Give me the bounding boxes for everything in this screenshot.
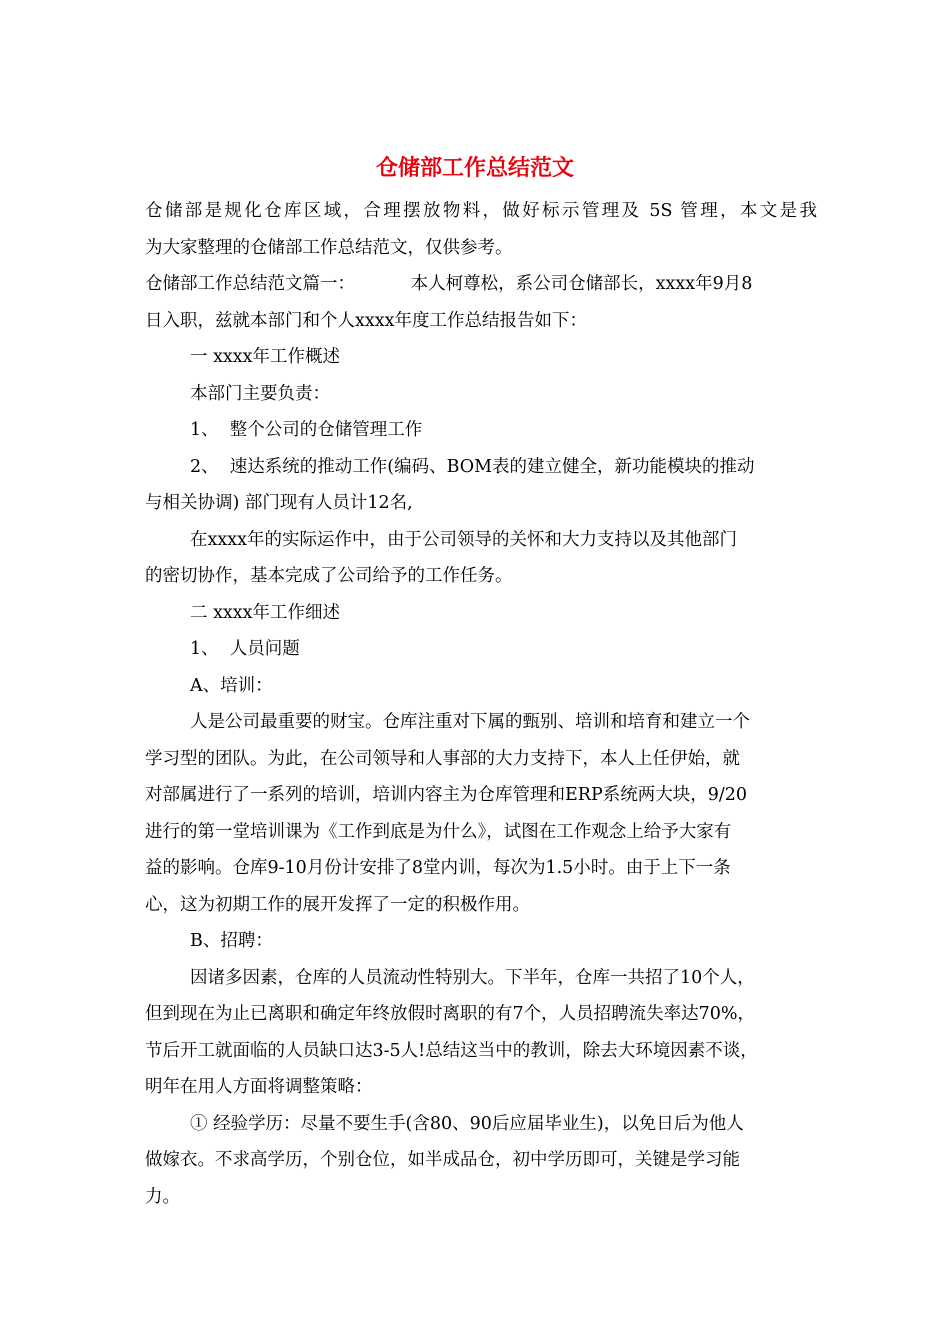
paragraph-line: 学习型的团队。为此，在公司领导和人事部的大力支持下，本人上任伊始，就 [145, 748, 740, 769]
paragraph-line: 1、 人员问题 [190, 639, 300, 659]
paragraph-line: 进行的第一堂培训课为《工作到底是为什么》，试图在工作观念上给予大家有 [145, 821, 732, 842]
paragraph-line: 心，这为初期工作的展开发挥了一定的积极作用。 [145, 894, 530, 915]
paragraph-line: 力。 [145, 1186, 180, 1207]
paragraph-line: 明年在用人方面将调整策略： [145, 1077, 373, 1097]
paragraph-line: 二 xxxx年工作细述 [190, 602, 341, 623]
paragraph-line: 人是公司最重要的财宝。仓库注重对下属的甄别、培训和培育和建立一个 [190, 712, 750, 732]
paragraph-line: 本部门主要负责： [190, 383, 330, 404]
paragraph-line: ① 经验学历：尽量不要生手(含80、90后应届毕业生)，以免日后为他人 [190, 1113, 744, 1134]
document-title: 仓储部工作总结范文 [375, 155, 574, 181]
paragraph-line: 益的影响。仓库9-10月份计安排了8堂内训，每次为1.5小时。由于上下一条 [145, 858, 731, 878]
paragraph-line: 的密切协作，基本完成了公司给予的工作任务。 [145, 566, 513, 586]
paragraph-line: 对部属进行了一系列的培训，培训内容主为仓库管理和ERP系统两大块，9/20 [145, 785, 748, 805]
paragraph-line: 但到现在为止已离职和确定年终放假时离职的有7个，人员招聘流失率达70%， [145, 1004, 756, 1024]
paragraph-line: B、招聘： [190, 931, 273, 951]
paragraph-line: 仓储部是规化仓库区域，合理摆放物料，做好标示管理及 5S 管理，本文是我 [145, 201, 817, 221]
paragraph-line: 仓储部工作总结范文篇一： 本人柯尊松，系公司仓储部长，xxxx年9月8 [145, 274, 753, 294]
paragraph-line: 节后开工就面临的人员缺口达3-5人!总结这当中的教训，除去大环境因素不谈， [145, 1040, 758, 1061]
paragraph-line: 日入职，兹就本部门和个人xxxx年度工作总结报告如下： [145, 310, 587, 331]
paragraph-line: 2、 速达系统的推动工作(编码、BOM表的建立健全，新功能模块的推动 [190, 456, 755, 477]
paragraph-line: 与相关协调) 部门现有人员计12名, [145, 493, 413, 513]
document-body [145, 193, 817, 1215]
paragraph-line: 一 xxxx年工作概述 [190, 347, 341, 367]
paragraph-line: 为大家整理的仓储部工作总结范文，仅供参考。 [145, 237, 513, 258]
paragraph-line: 在xxxx年的实际运作中，由于公司领导的关怀和大力支持以及其他部门 [190, 529, 737, 550]
paragraph-line: 1、 整个公司的仓储管理工作 [190, 420, 423, 440]
paragraph-line: 做嫁衣。不求高学历，个别仓位，如半成品仓，初中学历即可，关键是学习能 [145, 1150, 740, 1170]
paragraph-line: A、培训： [190, 675, 273, 696]
paragraph-line: 因诸多因素，仓库的人员流动性特别大。下半年，仓库一共招了10个人， [190, 967, 755, 988]
